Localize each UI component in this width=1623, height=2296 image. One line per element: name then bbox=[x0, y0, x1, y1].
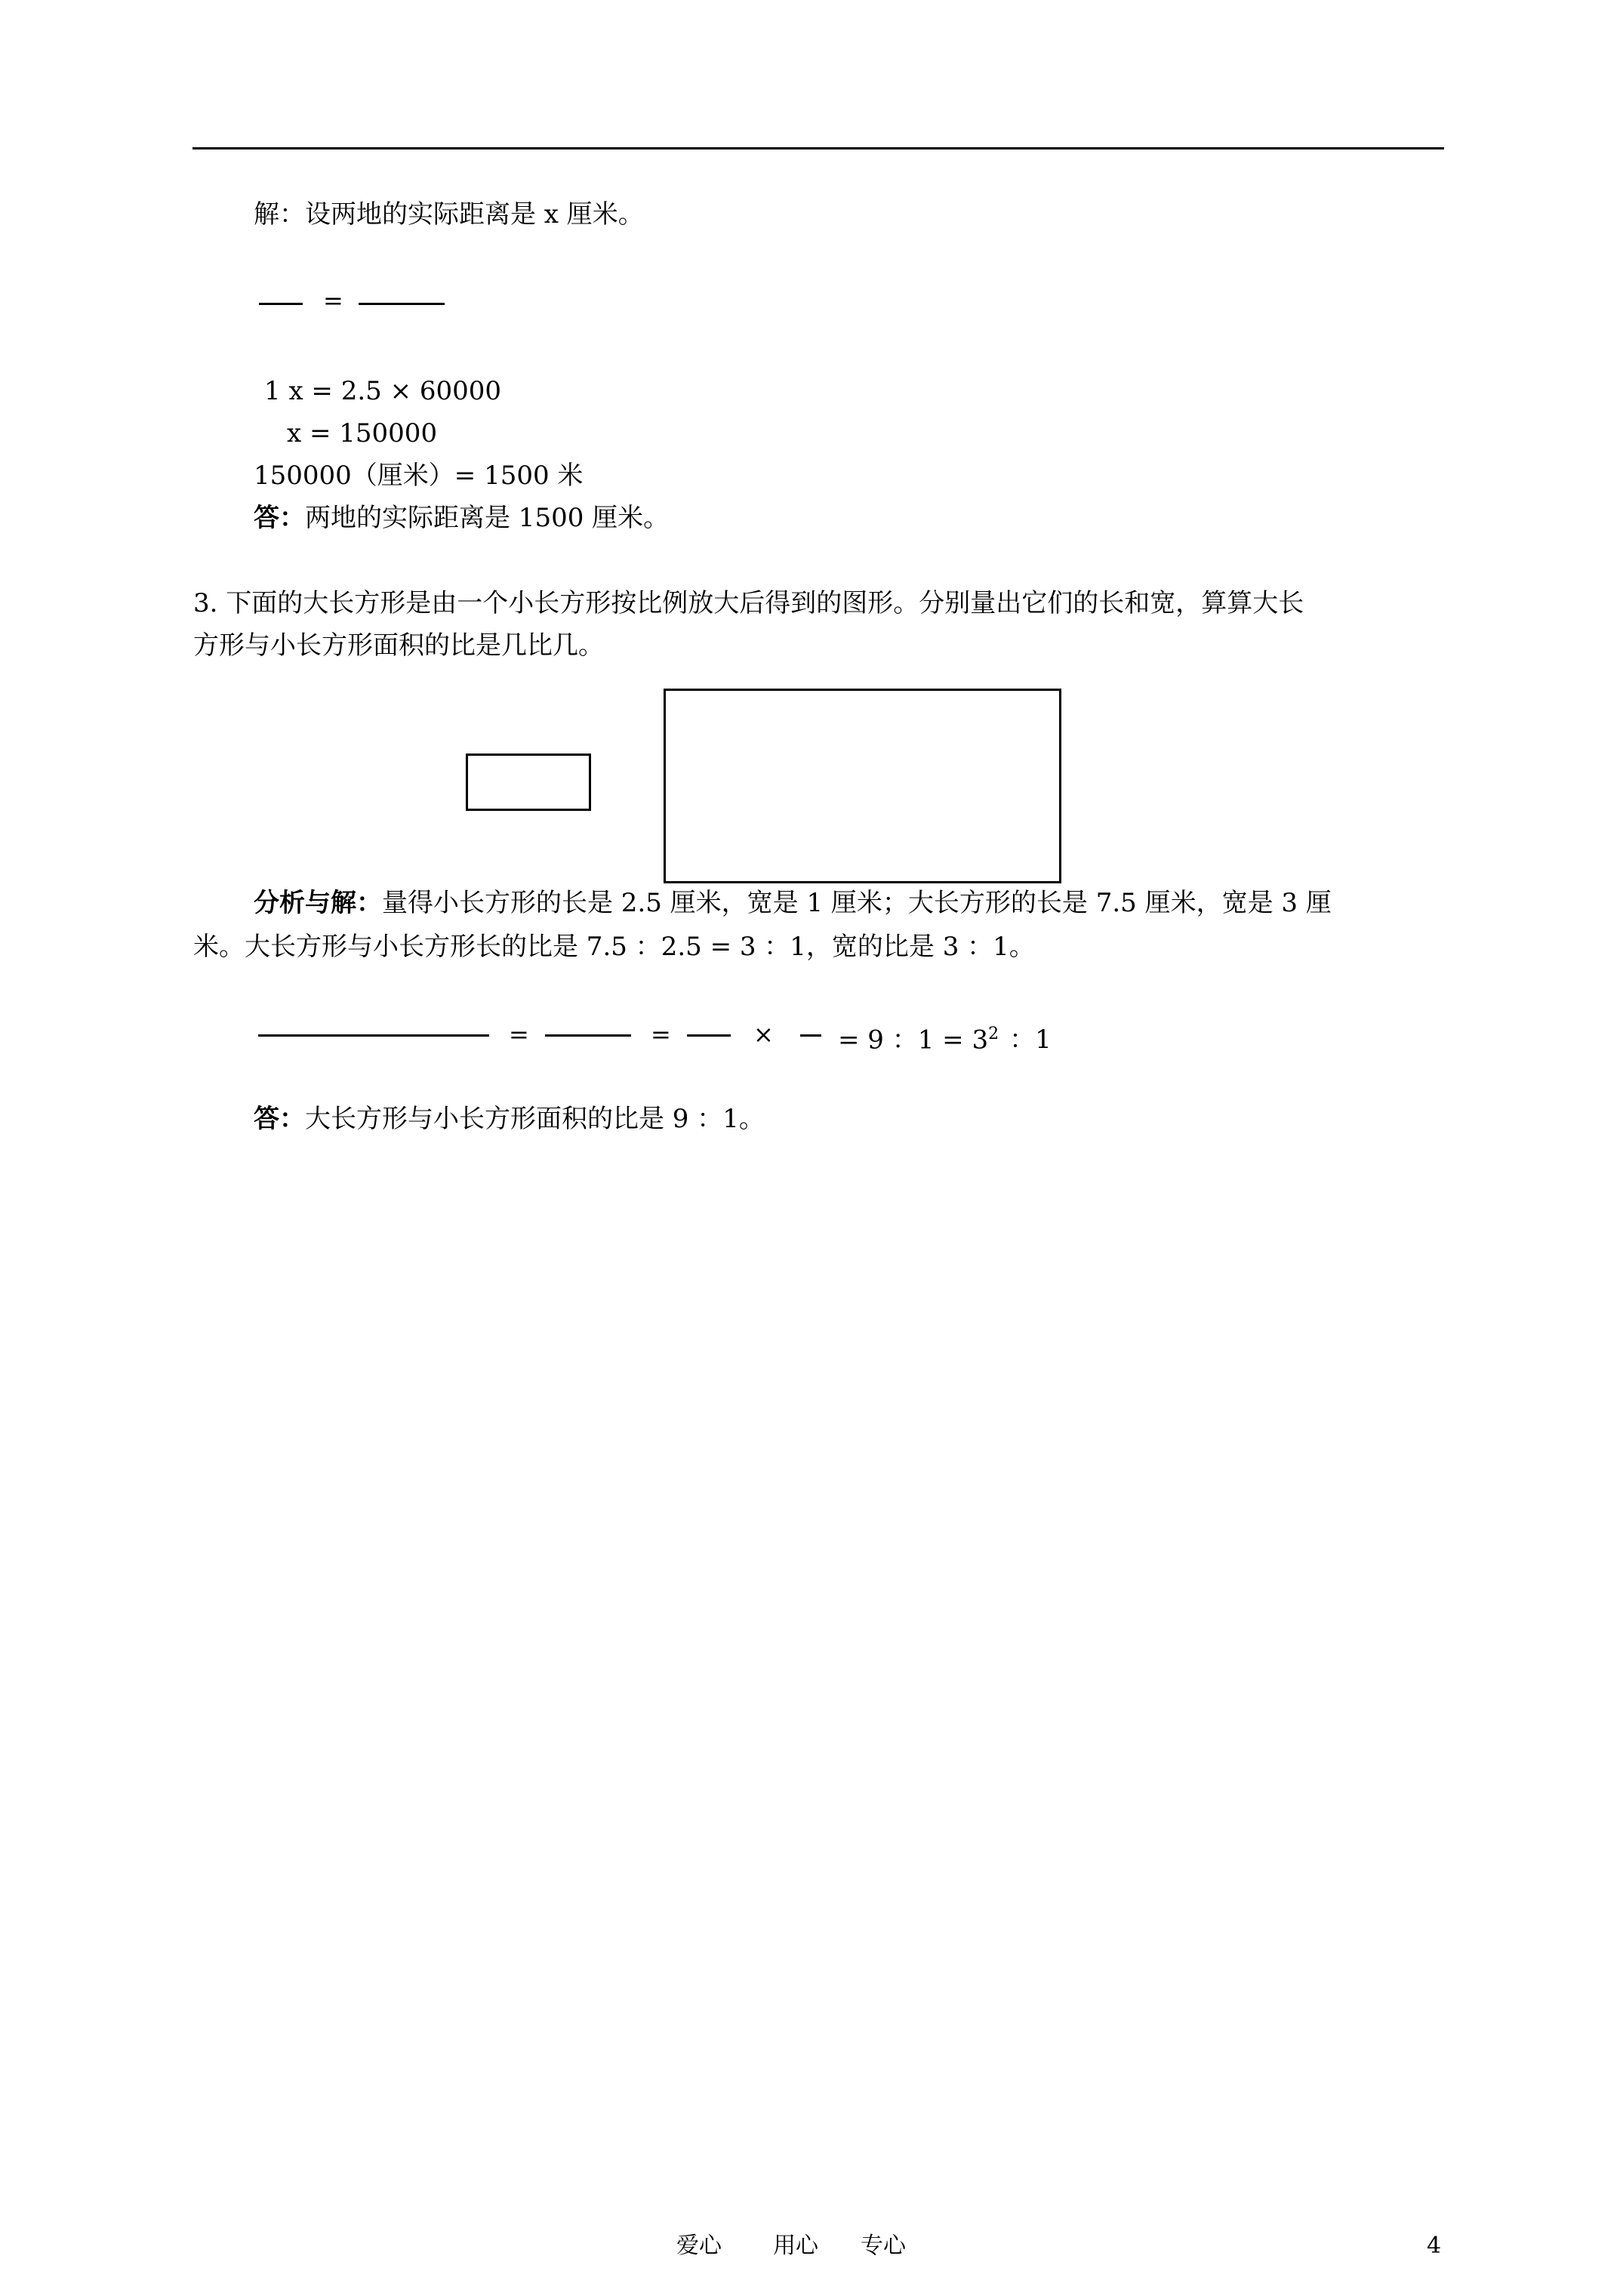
large-rectangle bbox=[664, 689, 1061, 883]
analysis-label: 分析与解： bbox=[254, 888, 382, 918]
answer-3-text: 大长方形与小长方形面积的比是 9 ：1。 bbox=[305, 1104, 765, 1134]
problem-3-answer bbox=[254, 1102, 765, 1136]
solution-intro bbox=[254, 198, 644, 231]
analysis-line-1 bbox=[254, 886, 1332, 920]
area-fraction-bar-1 bbox=[258, 1034, 489, 1037]
area-fraction-bar-4 bbox=[800, 1034, 821, 1037]
solution-label: 解： bbox=[254, 199, 305, 230]
area-ratio-end: ：1 bbox=[1009, 1025, 1052, 1056]
answer-text: 两地的实际距离是 1500 厘米。 bbox=[305, 503, 670, 533]
fraction-bar-left bbox=[259, 303, 303, 305]
area-ratio-result bbox=[838, 1018, 1052, 1056]
header-rule bbox=[192, 147, 1444, 149]
analysis-line-2: 米。大长方形与小长方形长的比是 7.5 ：2.5 = 3 ：1，宽的比是 3 ：1。 bbox=[193, 932, 1035, 962]
problem-3-line-1: 3. 下面的大长方形是由一个小长方形按比例放大后得到的图形。分别量出它们的长和宽，算算大长 bbox=[193, 588, 1304, 618]
answer-3-label: 答： bbox=[254, 1104, 305, 1134]
footer-motto-3: 专心 bbox=[861, 2233, 906, 2259]
exponent: 2 bbox=[988, 1025, 999, 1043]
page-number: 4 bbox=[1427, 2233, 1442, 2259]
equals-sign: = bbox=[323, 286, 343, 315]
area-fraction-bar-2 bbox=[545, 1034, 631, 1037]
area-ratio-value: = 9 ：1 = 3 bbox=[838, 1025, 989, 1056]
solution-step-3: 150000（厘米）= 1500 米 bbox=[254, 461, 584, 491]
fraction-bar-right bbox=[359, 303, 445, 305]
problem-3-line-2: 方形与小长方形面积的比是几比几。 bbox=[193, 630, 604, 661]
solution-intro-text: 设两地的实际距离是 x 厘米。 bbox=[305, 199, 644, 230]
solution-step-2: x = 150000 bbox=[287, 418, 438, 448]
footer-motto-1: 爱心 bbox=[676, 2233, 722, 2259]
times-sign: × bbox=[753, 1020, 774, 1049]
small-rectangle bbox=[466, 754, 591, 811]
solution-step-1: 1 x = 2.5 × 60000 bbox=[264, 376, 502, 406]
footer-motto-2: 用心 bbox=[773, 2233, 818, 2259]
analysis-text: 量得小长方形的长是 2.5 厘米，宽是 1 厘米；大长方形的长是 7.5 厘米，宽是 3 厘 bbox=[382, 888, 1332, 918]
area-fraction-bar-3 bbox=[687, 1034, 731, 1037]
equals-sign-1: = bbox=[509, 1020, 529, 1049]
equals-sign-2: = bbox=[651, 1020, 671, 1049]
answer-label: 答： bbox=[254, 503, 305, 533]
solution-answer bbox=[254, 501, 669, 535]
